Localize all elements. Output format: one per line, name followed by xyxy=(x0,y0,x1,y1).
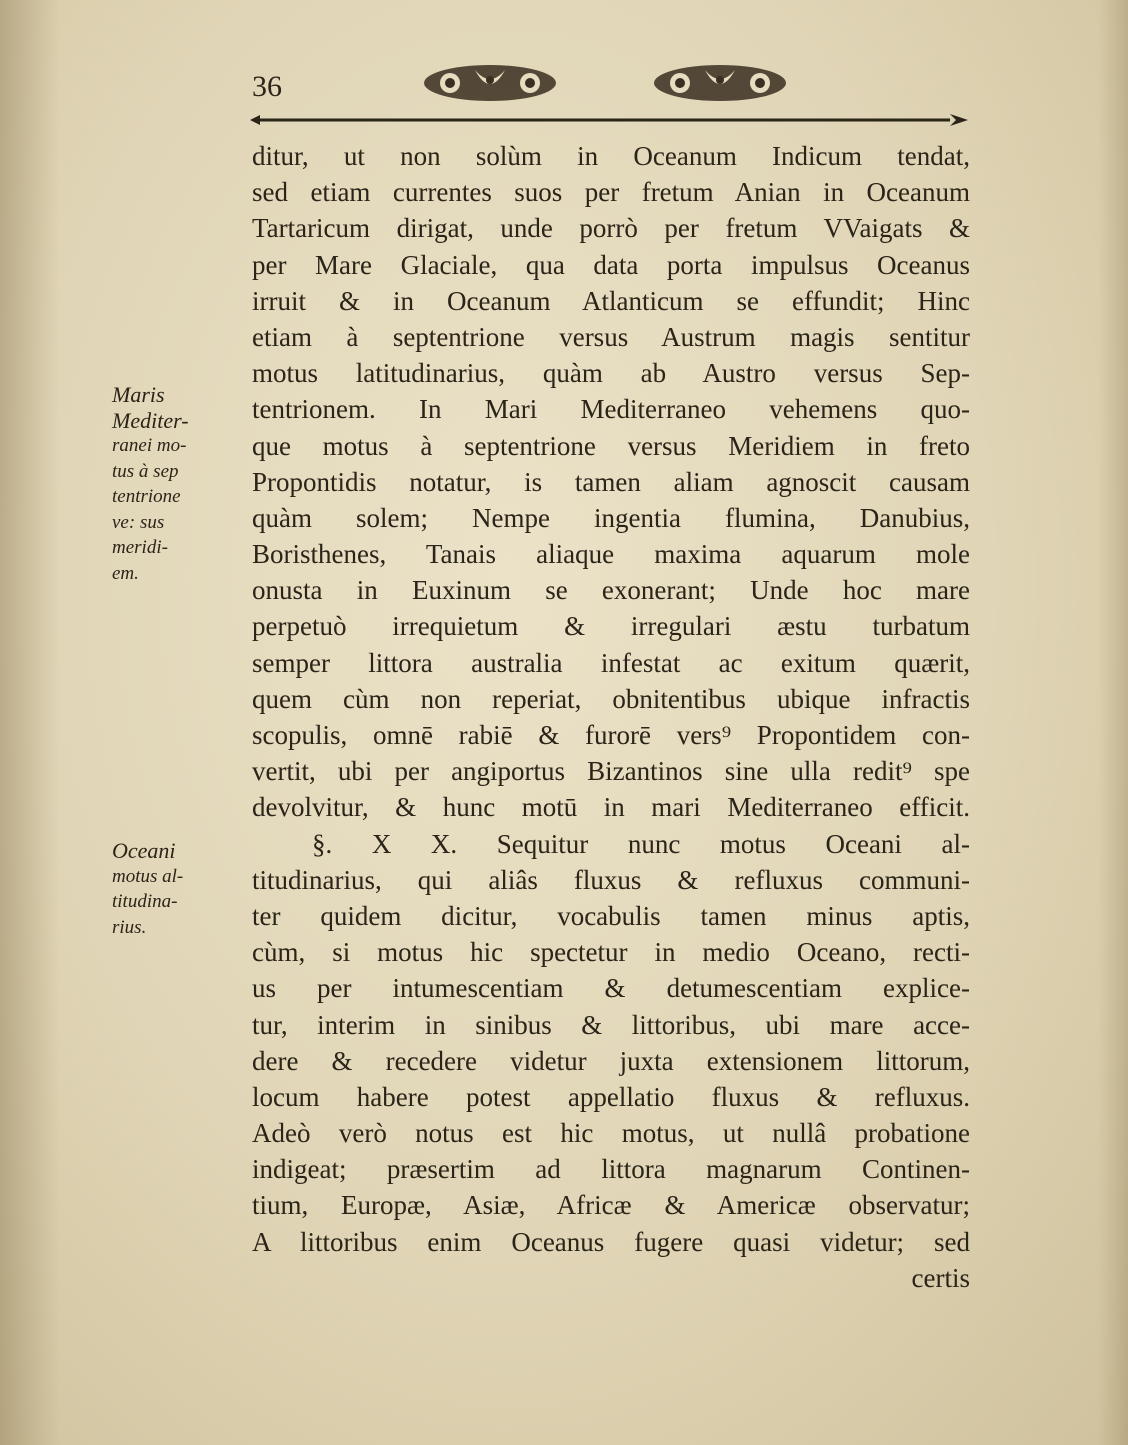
body-text xyxy=(252,138,970,1296)
margin-note-mediterranean xyxy=(112,382,247,586)
text-line: titudinarius, qui aliâs fluxus & refluxus communi- xyxy=(252,864,970,895)
section-heading-line: §. X X. Sequitur nunc motus Oceani al- xyxy=(312,828,970,859)
margin-note-line: em. xyxy=(112,562,139,584)
margin-note-line: Oceani xyxy=(112,838,176,863)
margin-note-line: rius. xyxy=(112,916,147,938)
margin-note-line: ranei mo- xyxy=(112,435,187,456)
gutter-shadow xyxy=(0,0,60,1445)
text-line: motus latitudinarius, quàm ab Austro versus Sep- xyxy=(252,358,970,389)
edge-shadow xyxy=(1098,0,1128,1445)
text-line: quàm solem; Nempe ingentia flumina, Danubius, xyxy=(252,502,970,533)
page-number: 36 xyxy=(252,70,282,103)
text-line: cùm, si motus hic spectetur in medio Oceano, recti- xyxy=(252,937,970,968)
text-line: scopulis, omnē rabiē & furorē vers⁹ Propontidem con- xyxy=(252,720,970,750)
text-line: ter quidem dicitur, vocabulis tamen minus aptis, xyxy=(252,900,970,931)
margin-note-line: tentrione xyxy=(112,486,181,507)
text-line: onusta in Euxinum se exonerant; Unde hoc mare xyxy=(252,575,970,606)
text-line: per Mare Glaciale, qua data porta impulsus Oceanus xyxy=(252,249,970,280)
text-line: A littoribus enim Oceanus fugere quasi videtur; sed xyxy=(252,1226,970,1257)
text-line: tur, interim in sinibus & littoribus, ubi mare acce- xyxy=(252,1009,970,1040)
margin-note-line: motus al- xyxy=(112,865,184,887)
header-rule xyxy=(250,112,968,128)
text-line: vertit, ubi per angiportus Bizantinos sine ulla redit⁹ spe xyxy=(252,756,970,787)
text-line: tium, Europæ, Asiæ, Africæ & Americæ observatur; xyxy=(252,1190,970,1221)
text-line: dere & recedere videtur juxta extensionem littorum, xyxy=(252,1045,970,1076)
text-line: tentrionem. In Mari Mediterraneo vehemens quo- xyxy=(252,394,970,425)
text-line: perpetuò irrequietum & irregulari æstu turbatum xyxy=(252,611,970,642)
margin-note-line: Maris xyxy=(112,382,165,407)
text-line: ditur, ut non solùm in Oceanum Indicum tendat, xyxy=(252,141,970,171)
floral-ornament-right-icon xyxy=(650,58,790,108)
text-line: Tartaricum dirigat, unde porrò per fretum VVaigats & xyxy=(252,213,970,244)
text-line: Adeò verò notus est hic motus, ut nullâ probatione xyxy=(252,1118,970,1149)
text-line: indigeat; præsertim ad littora magnarum Continen- xyxy=(252,1154,970,1185)
text-line: sed etiam currentes suos per fretum Anian in Oceanum xyxy=(252,177,970,208)
margin-note-line: ve: sus xyxy=(112,511,165,533)
text-line: que motus à septentrione versus Meridiem in freto xyxy=(252,430,970,461)
margin-note-line: meridi- xyxy=(112,537,168,558)
margin-note-line: Mediter- xyxy=(112,407,189,433)
text-line: etiam à septentrione versus Austrum magis sentitur xyxy=(252,321,970,352)
text-line: devolvitur, & hunc motū in mari Mediterraneo efficit. xyxy=(252,792,970,823)
text-line: quem cùm non reperiat, obnitentibus ubique infractis xyxy=(252,683,970,714)
margin-note-line: titudina- xyxy=(112,891,178,912)
text-line: us per intumescentiam & detumescentiam explice- xyxy=(252,973,970,1004)
text-line: Boristhenes, Tanais aliaque maxima aquarum mole xyxy=(252,539,970,570)
floral-ornament-left-icon xyxy=(420,58,560,108)
text-line: irruit & in Oceanum Atlanticum se effundit; Hinc xyxy=(252,285,970,316)
margin-note-line: tus à sep xyxy=(112,460,179,482)
text-line: semper littora australia infestat ac exitum quærit, xyxy=(252,647,970,678)
catchword: certis xyxy=(911,1262,970,1293)
margin-note-ocean-motion xyxy=(112,838,247,940)
text-line: locum habere potest appellatio fluxus & refluxus. xyxy=(252,1081,970,1112)
text-line: Propontidis notatur, is tamen aliam agnoscit causam xyxy=(252,466,970,497)
